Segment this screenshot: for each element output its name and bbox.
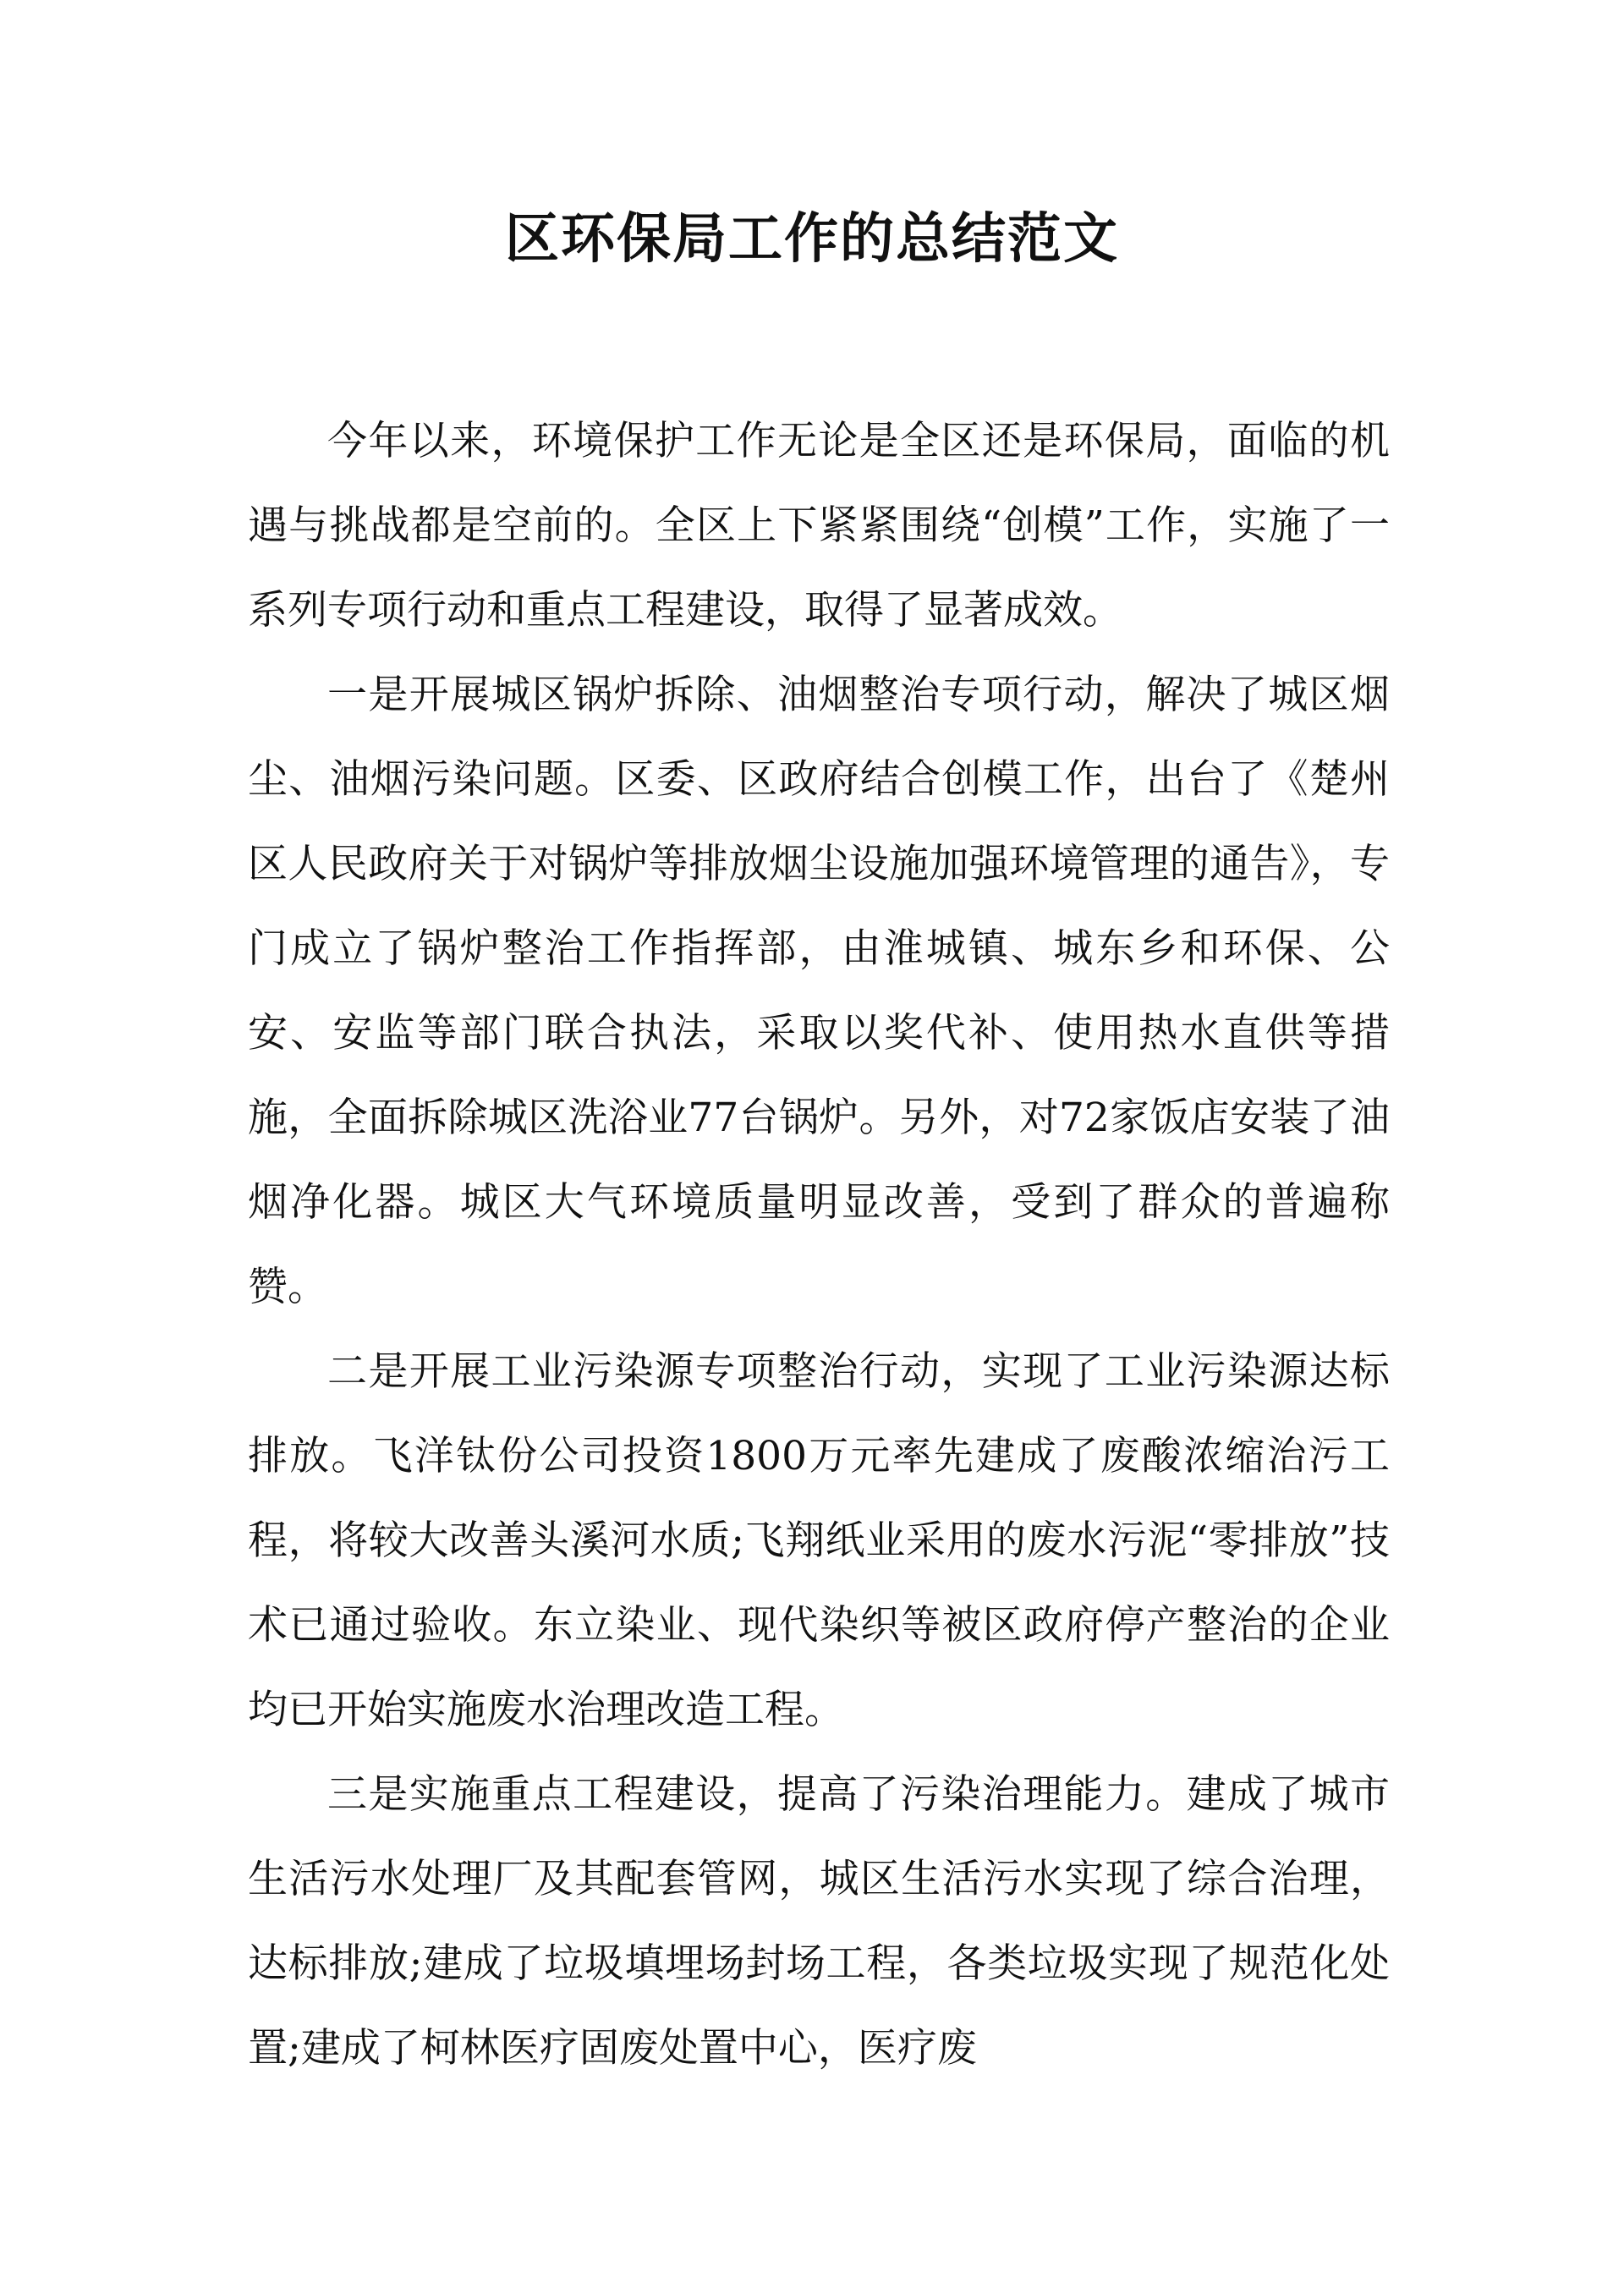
paragraph-item-2: 二是开展工业污染源专项整治行动，实现了工业污染源达标排放。飞洋钛份公司投资1800万元率先建成了废酸浓缩治污工程，将较大改善头溪河水质;飞翔纸业采用的废水污泥“零排放”技术已通过验收。东立染业、现代染织等被区政府停产整治的企业均已开始实施废水治理改造工程。: [248, 1348, 1390, 1733]
document-body: [248, 399, 1390, 2091]
paragraph-item-3: 三是实施重点工程建设，提高了污染治理能力。建成了城市生活污水处理厂及其配套管网，城区生活污水实现了综合治理，达标排放;建成了垃圾填埋场封场工程，各类垃圾实现了规范化处置;建成了柯林医疗固废处置中心，医疗废: [248, 1771, 1390, 2072]
document-title: 区环保局工作的总结范文: [505, 208, 1119, 271]
paragraph-intro: 今年以来，环境保护工作无论是全区还是环保局，面临的机遇与挑战都是空前的。全区上下紧紧围绕“创模”工作，实施了一系列专项行动和重点工程建设，取得了显著成效。: [248, 418, 1390, 634]
paragraph-item-1: 一是开展城区锅炉拆除、油烟整治专项行动，解决了城区烟尘、油烟污染问题。区委、区政府结合创模工作，出台了《楚州区人民政府关于对锅炉等排放烟尘设施加强环境管理的通告》，专门成立了锅炉整治工作指挥部，由淮城镇、城东乡和环保、公安、安监等部门联合执法，采取以奖代补、使用热水直供等措施，全面拆除城区洗浴业77台锅炉。另外，对72家饭店安装了油烟净化器。城区大气环境质量明显改善，受到了群众的普遍称赞。: [248, 672, 1390, 1310]
